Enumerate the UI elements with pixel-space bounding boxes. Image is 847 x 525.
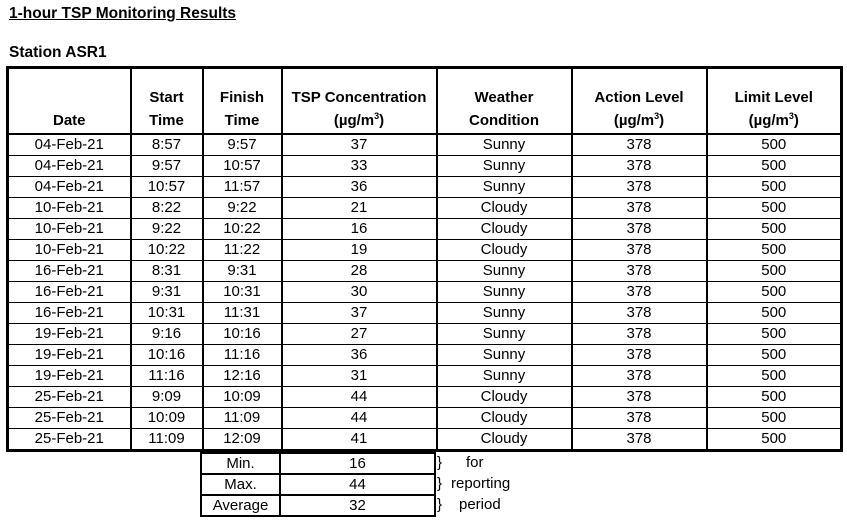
cell-limit: 500: [707, 134, 842, 156]
cell-tsp: 28: [282, 261, 437, 282]
cell-finish: 11:22: [203, 240, 282, 261]
brace-min: }: [437, 454, 443, 471]
cell-limit: 500: [707, 429, 842, 451]
cell-weather: Sunny: [437, 345, 572, 366]
cell-weather: Sunny: [437, 303, 572, 324]
table-row: [8, 156, 842, 177]
cell-weather: Cloudy: [437, 408, 572, 429]
cell-limit: 500: [707, 303, 842, 324]
stat-label: Min.: [201, 453, 280, 474]
cell-action: 378: [572, 303, 707, 324]
table-row: [8, 324, 842, 345]
stat-label: Max.: [201, 474, 280, 495]
cell-finish: 10:31: [203, 282, 282, 303]
cell-date: 19-Feb-21: [8, 366, 131, 387]
table-row: [8, 177, 842, 198]
table-row: [8, 429, 842, 451]
cell-date: 16-Feb-21: [8, 261, 131, 282]
cell-tsp: 27: [282, 324, 437, 345]
cell-start: 10:09: [131, 408, 203, 429]
cell-date: 16-Feb-21: [8, 282, 131, 303]
table-row: [8, 134, 842, 156]
cell-start: 10:16: [131, 345, 203, 366]
header-limit-level: Limit Level $(\mu g/m^3)$: [707, 68, 842, 135]
brace-max: }: [437, 475, 443, 492]
cell-weather: Sunny: [437, 366, 572, 387]
stat-value: 16: [280, 453, 435, 474]
stat-label: Average: [201, 495, 280, 516]
stats-row: [201, 453, 435, 474]
cell-date: 25-Feb-21: [8, 429, 131, 451]
cell-weather: Sunny: [437, 324, 572, 345]
report-title: 1-hour TSP Monitoring Results: [9, 5, 237, 22]
cell-start: 10:57: [131, 177, 203, 198]
cell-limit: 500: [707, 345, 842, 366]
cell-limit: 500: [707, 408, 842, 429]
cell-finish: 10:09: [203, 387, 282, 408]
cell-date: 04-Feb-21: [8, 177, 131, 198]
table-row: [8, 345, 842, 366]
header-action-level: Action Level $(\mu g/m^3)$: [572, 68, 707, 135]
cell-start: 11:16: [131, 366, 203, 387]
table-row: [8, 387, 842, 408]
cell-start: 10:22: [131, 240, 203, 261]
table-header-row: [8, 68, 842, 135]
cell-finish: 11:57: [203, 177, 282, 198]
cell-date: 10-Feb-21: [8, 198, 131, 219]
header-tsp-concentration: TSP Concentration $(\mu g/m^3)$: [282, 68, 437, 135]
cell-tsp: 30: [282, 282, 437, 303]
cell-action: 378: [572, 282, 707, 303]
cell-action: 378: [572, 408, 707, 429]
cell-limit: 500: [707, 324, 842, 345]
cell-date: 10-Feb-21: [8, 240, 131, 261]
cell-weather: Cloudy: [437, 219, 572, 240]
cell-start: 9:16: [131, 324, 203, 345]
header-date: Date: [8, 68, 131, 135]
cell-finish: 9:22: [203, 198, 282, 219]
cell-action: 378: [572, 134, 707, 156]
cell-weather: Sunny: [437, 134, 572, 156]
cell-limit: 500: [707, 366, 842, 387]
cell-date: 25-Feb-21: [8, 408, 131, 429]
note-for: for: [466, 454, 484, 471]
cell-weather: Cloudy: [437, 198, 572, 219]
cell-limit: 500: [707, 387, 842, 408]
cell-weather: Cloudy: [437, 240, 572, 261]
tsp-results-table: [6, 66, 843, 452]
cell-finish: 10:16: [203, 324, 282, 345]
cell-tsp: 21: [282, 198, 437, 219]
cell-tsp: 31: [282, 366, 437, 387]
cell-tsp: 37: [282, 134, 437, 156]
cell-start: 9:57: [131, 156, 203, 177]
cell-action: 378: [572, 261, 707, 282]
cell-action: 378: [572, 387, 707, 408]
cell-limit: 500: [707, 282, 842, 303]
summary-stats-table: [200, 452, 436, 517]
cell-limit: 500: [707, 219, 842, 240]
cell-date: 19-Feb-21: [8, 324, 131, 345]
cell-finish: 11:31: [203, 303, 282, 324]
cell-tsp: 36: [282, 177, 437, 198]
cell-limit: 500: [707, 240, 842, 261]
stat-value: 32: [280, 495, 435, 516]
cell-action: 378: [572, 429, 707, 451]
cell-action: 378: [572, 366, 707, 387]
table-row: [8, 261, 842, 282]
cell-date: 10-Feb-21: [8, 219, 131, 240]
cell-tsp: 19: [282, 240, 437, 261]
cell-start: 8:22: [131, 198, 203, 219]
cell-action: 378: [572, 345, 707, 366]
stat-value: 44: [280, 474, 435, 495]
cell-action: 378: [572, 219, 707, 240]
cell-weather: Sunny: [437, 261, 572, 282]
cell-action: 378: [572, 156, 707, 177]
cell-weather: Cloudy: [437, 429, 572, 451]
cell-start: 8:31: [131, 261, 203, 282]
cell-tsp: 16: [282, 219, 437, 240]
cell-tsp: 36: [282, 345, 437, 366]
cell-action: 378: [572, 198, 707, 219]
stats-row: [201, 495, 435, 516]
cell-start: 10:31: [131, 303, 203, 324]
table-row: [8, 198, 842, 219]
table-row: [8, 408, 842, 429]
station-label: Station ASR1: [9, 44, 107, 61]
cell-action: 378: [572, 177, 707, 198]
cell-date: 25-Feb-21: [8, 387, 131, 408]
stats-row: [201, 474, 435, 495]
cell-finish: 12:09: [203, 429, 282, 451]
note-reporting: reporting: [451, 475, 511, 492]
cell-limit: 500: [707, 198, 842, 219]
header-weather-condition: Weather Condition: [437, 68, 572, 135]
cell-limit: 500: [707, 177, 842, 198]
cell-start: 8:57: [131, 134, 203, 156]
cell-limit: 500: [707, 156, 842, 177]
cell-start: 9:22: [131, 219, 203, 240]
cell-weather: Sunny: [437, 177, 572, 198]
table-row: [8, 240, 842, 261]
cell-start: 9:09: [131, 387, 203, 408]
cell-finish: 9:31: [203, 261, 282, 282]
cell-limit: 500: [707, 261, 842, 282]
cell-finish: 11:09: [203, 408, 282, 429]
cell-weather: Sunny: [437, 156, 572, 177]
cell-finish: 12:16: [203, 366, 282, 387]
header-finish-time: Finish Time: [203, 68, 282, 135]
table-row: [8, 366, 842, 387]
table-body: [8, 134, 842, 451]
cell-weather: Cloudy: [437, 387, 572, 408]
cell-start: 9:31: [131, 282, 203, 303]
cell-tsp: 44: [282, 408, 437, 429]
cell-start: 11:09: [131, 429, 203, 451]
cell-finish: 10:22: [203, 219, 282, 240]
table-row: [8, 219, 842, 240]
cell-tsp: 41: [282, 429, 437, 451]
cell-date: 16-Feb-21: [8, 303, 131, 324]
cell-finish: 9:57: [203, 134, 282, 156]
note-period: period: [459, 496, 501, 513]
cell-action: 378: [572, 240, 707, 261]
cell-finish: 10:57: [203, 156, 282, 177]
cell-finish: 11:16: [203, 345, 282, 366]
brace-average: }: [437, 496, 443, 513]
cell-tsp: 37: [282, 303, 437, 324]
header-start-time: Start Time: [131, 68, 203, 135]
cell-tsp: 33: [282, 156, 437, 177]
cell-action: 378: [572, 324, 707, 345]
cell-tsp: 44: [282, 387, 437, 408]
cell-date: 04-Feb-21: [8, 134, 131, 156]
cell-date: 19-Feb-21: [8, 345, 131, 366]
cell-weather: Sunny: [437, 282, 572, 303]
cell-date: 04-Feb-21: [8, 156, 131, 177]
table-row: [8, 303, 842, 324]
table-row: [8, 282, 842, 303]
